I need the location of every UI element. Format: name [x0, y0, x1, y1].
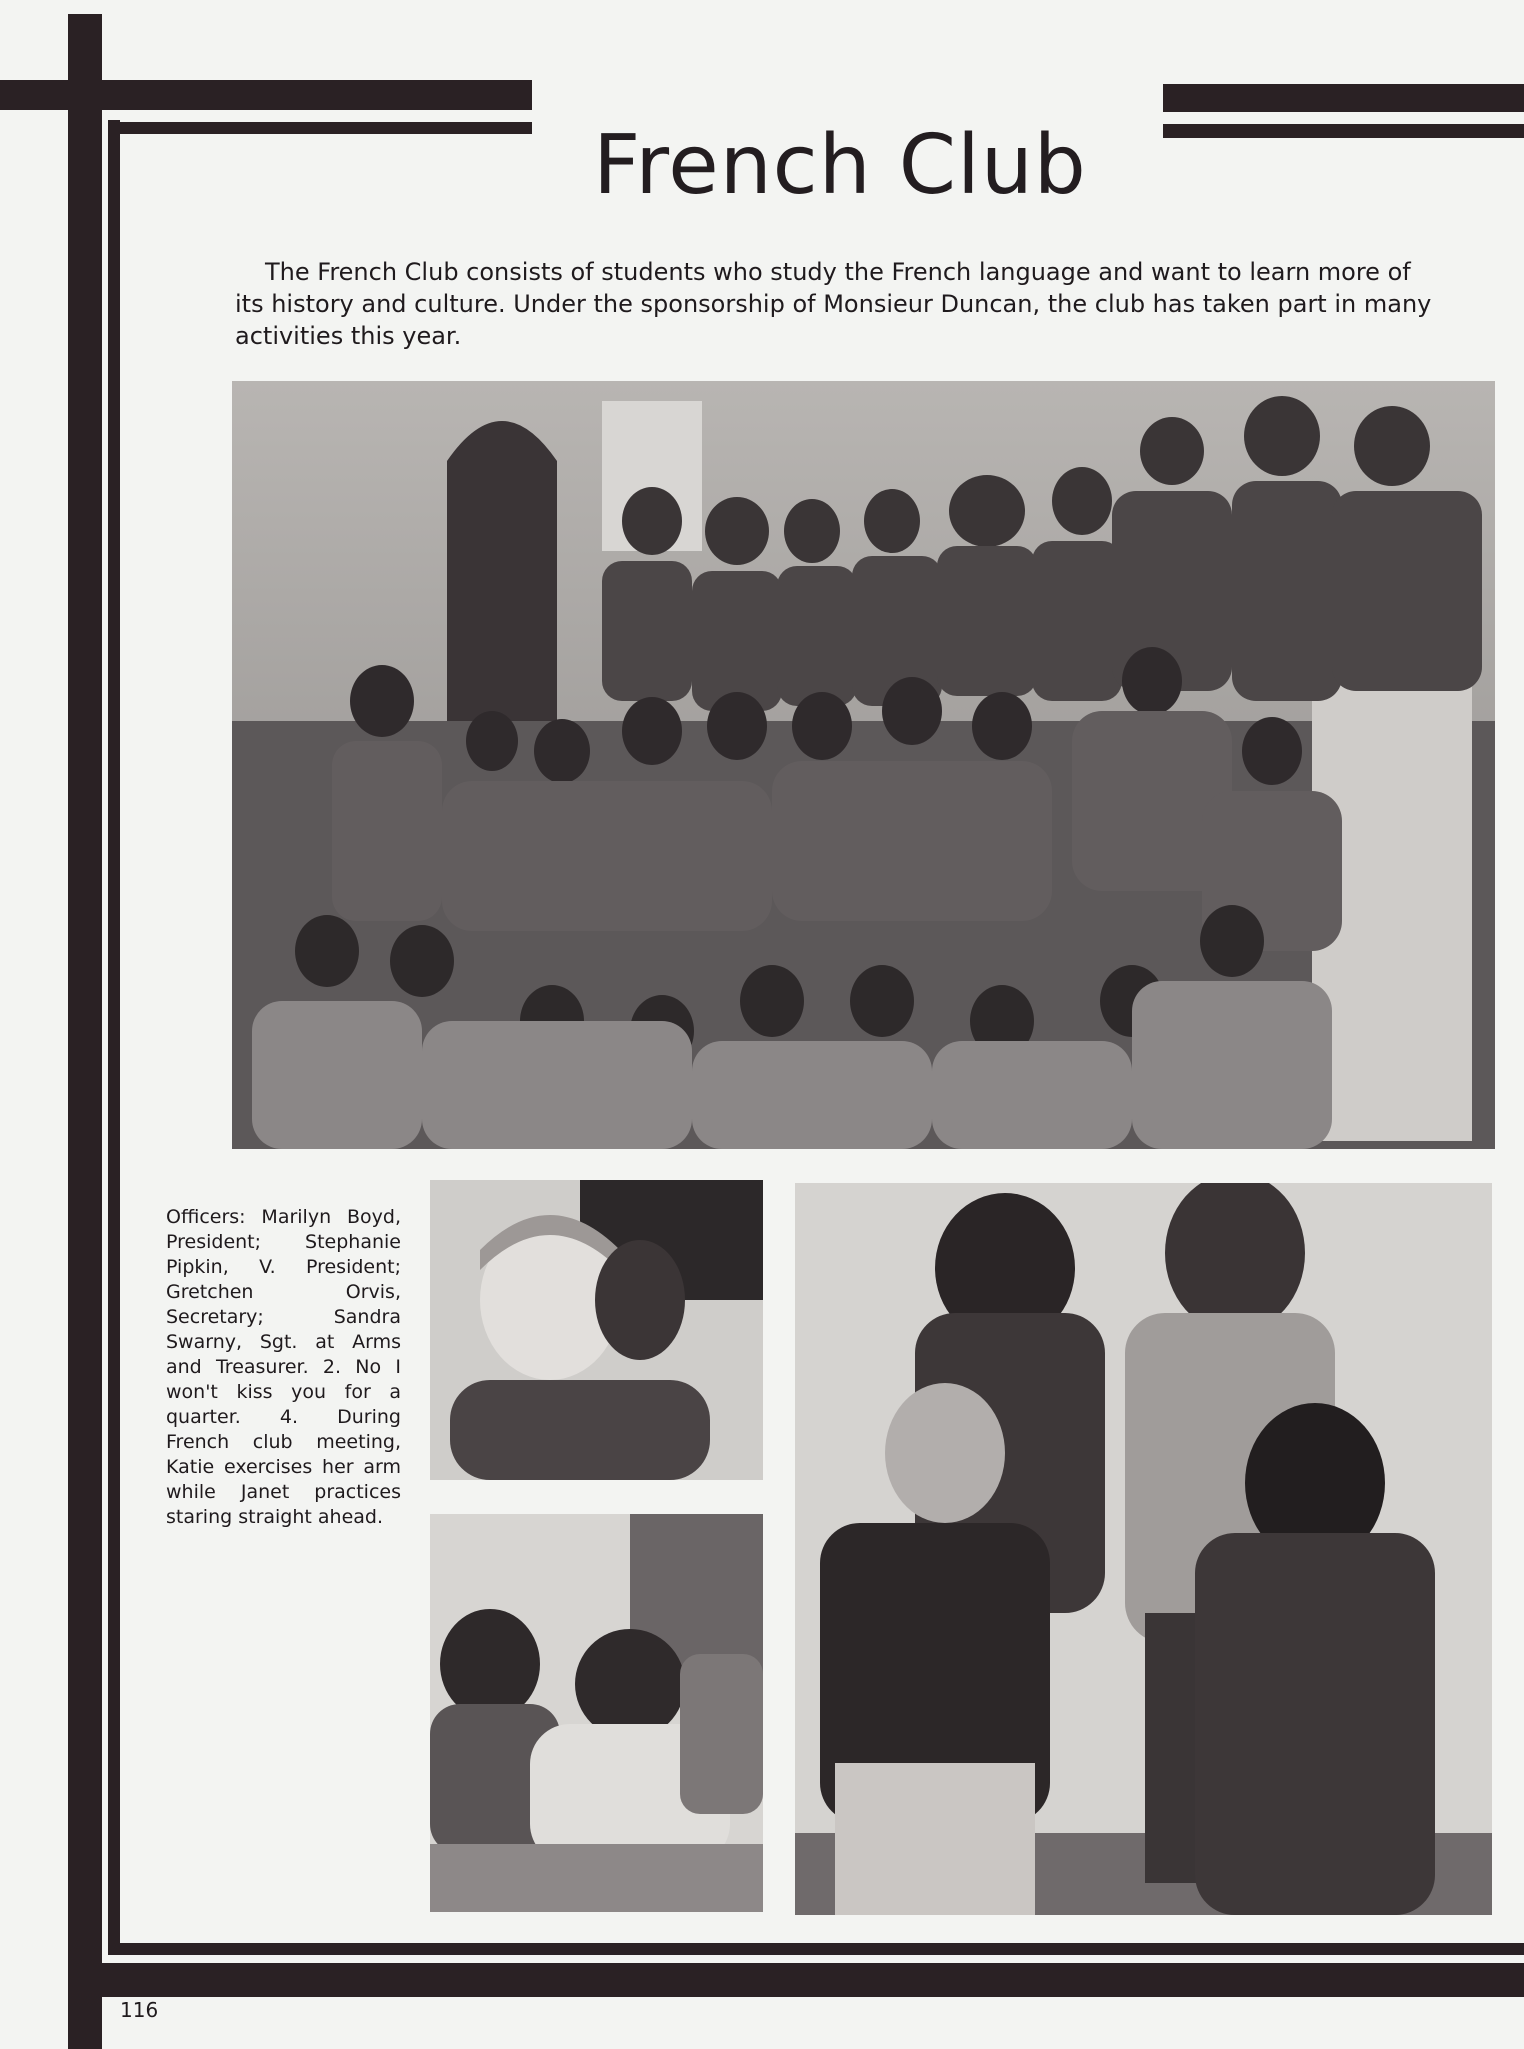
photo-smiling-student: [430, 1180, 763, 1480]
photo-four-students: [795, 1183, 1492, 1915]
intro-paragraph: The French Club consists of students who study the French language and want to learn more of its history and culture. Under the sponsorship of Monsieur Duncan, the club has taken part in many activities this year.: [235, 258, 1432, 350]
border-top-left-thin: [108, 122, 532, 134]
photo-classroom: [430, 1514, 763, 1912]
border-top-left-thick: [0, 80, 532, 110]
border-bottom-thin: [108, 1943, 1524, 1955]
border-left-thick: [68, 14, 102, 2049]
border-top-right-thick: [1163, 84, 1524, 112]
border-bottom-thick: [68, 1963, 1524, 1997]
border-top-right-thin: [1163, 124, 1524, 138]
photo-caption: Officers: Marilyn Boyd, President; Stephanie Pipkin, V. President; Gretchen Orvis, Secretary; Sandra Swarny, Sgt. at Arms and Treasurer. 2. No I won't kiss you for a quarter. 4. During French club meeting, Katie exercises her arm while Janet practices staring straight ahead.: [166, 1206, 401, 1528]
border-left-thin: [108, 120, 120, 1955]
group-photo: [232, 381, 1495, 1149]
page-number: 116: [120, 1998, 159, 2022]
page-title: French Club: [593, 117, 1087, 213]
